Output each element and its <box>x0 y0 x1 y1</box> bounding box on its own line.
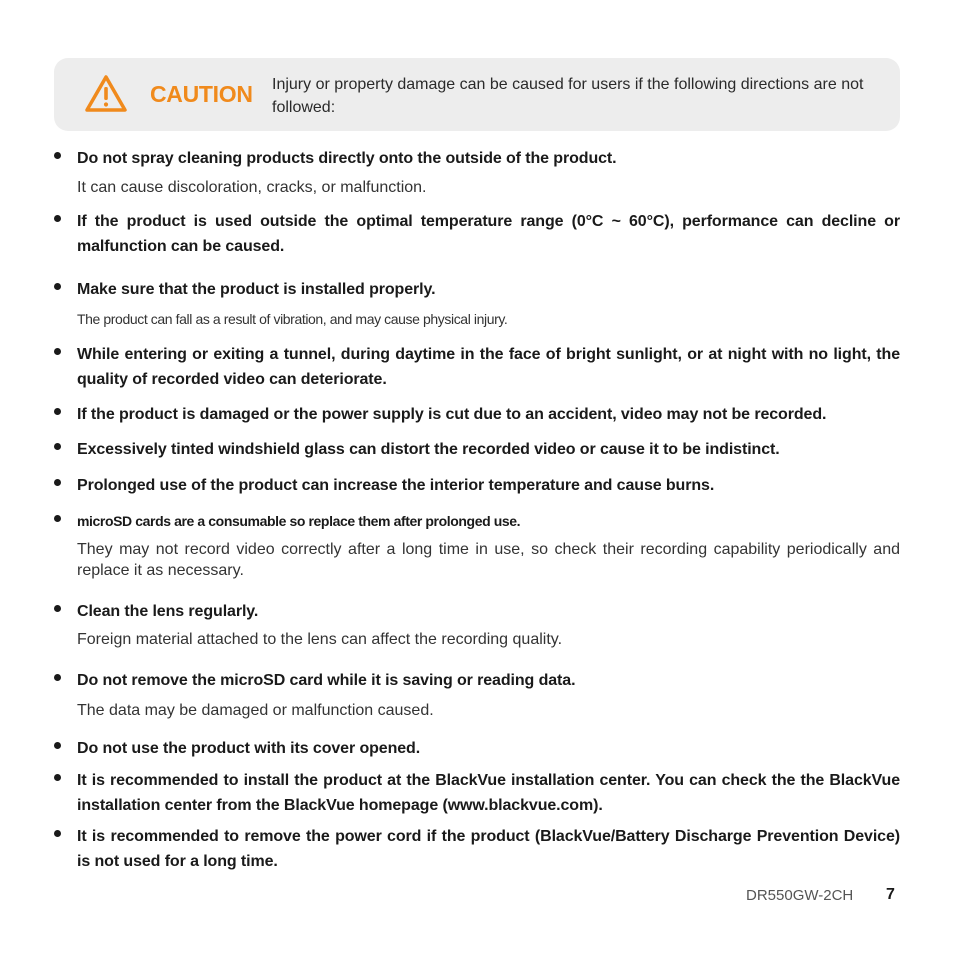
item-heading: It is recommended to remove the power cord if the product (BlackVue/Battery Discharge Prevention Device) is not used for a long time. <box>77 828 900 870</box>
list-item <box>54 342 900 392</box>
bullet-icon <box>54 215 61 222</box>
item-heading: Do not use the product with its cover opened. <box>77 740 421 757</box>
item-heading: Excessively tinted windshield glass can distort the recorded video or cause it to be indistinct. <box>77 441 780 458</box>
list-item <box>54 824 900 874</box>
item-description: The product can fall as a result of vibration, and may cause physical injury. <box>77 311 508 327</box>
list-item <box>54 277 900 330</box>
bullet-icon <box>54 348 61 355</box>
bullet-icon <box>54 408 61 415</box>
list-item <box>54 146 900 198</box>
bullet-icon <box>54 283 61 290</box>
footer-model-name: DR550GW-2CH <box>746 887 854 904</box>
page-number: 7 <box>886 886 895 903</box>
item-description: It can cause discoloration, cracks, or malfunction. <box>77 179 427 196</box>
bullet-icon <box>54 443 61 450</box>
caution-text: Injury or property damage can be caused for users if the following directions are not followed: <box>272 76 864 116</box>
list-item <box>54 599 900 650</box>
item-heading: Do not remove the microSD card while it is saving or reading data. <box>77 672 576 689</box>
item-heading: Make sure that the product is installed properly. <box>77 281 436 298</box>
item-heading: While entering or exiting a tunnel, during daytime in the face of bright sunlight, or at night with no light, the quality of recorded video can deteriorate. <box>77 346 900 388</box>
bullet-icon <box>54 742 61 749</box>
list-item <box>54 402 900 427</box>
bullet-icon <box>54 479 61 486</box>
item-heading: If the product is damaged or the power supply is cut due to an accident, video may not be recorded. <box>77 406 827 423</box>
item-heading: Clean the lens regularly. <box>77 603 259 620</box>
item-description: Foreign material attached to the lens can affect the recording quality. <box>77 631 563 648</box>
bullet-icon <box>54 152 61 159</box>
item-description: The data may be damaged or malfunction caused. <box>77 702 434 719</box>
list-item <box>54 473 900 498</box>
item-heading: Do not spray cleaning products directly onto the outside of the product. <box>77 150 617 167</box>
list-item <box>54 768 900 818</box>
item-heading: If the product is used outside the optimal temperature range (0°C ~ 60°C), performance can decline or malfunction can be caused. <box>77 213 900 255</box>
item-heading: Prolonged use of the product can increase the interior temperature and cause burns. <box>77 477 715 494</box>
item-heading: It is recommended to install the product at the BlackVue installation center. You can check the the BlackVue installation center from the BlackVue homepage (www.blackvue.com). <box>77 772 900 814</box>
list-item <box>54 736 900 761</box>
caution-box <box>54 58 900 131</box>
item-description: They may not record video correctly after a long time in use, so check their recording capability periodically and replace it as necessary. <box>77 541 900 579</box>
bullet-icon <box>54 605 61 612</box>
bullet-icon <box>54 774 61 781</box>
bullet-icon <box>54 674 61 681</box>
list-item <box>54 437 900 462</box>
list-item <box>54 509 900 581</box>
list-item <box>54 668 900 721</box>
item-heading: microSD cards are a consumable so replace them after prolonged use. <box>77 513 521 529</box>
bullet-icon <box>54 830 61 837</box>
warning-triangle-icon <box>84 74 128 114</box>
bullet-icon <box>54 515 61 522</box>
caution-title: CAUTION <box>150 81 253 107</box>
list-item <box>54 209 900 259</box>
